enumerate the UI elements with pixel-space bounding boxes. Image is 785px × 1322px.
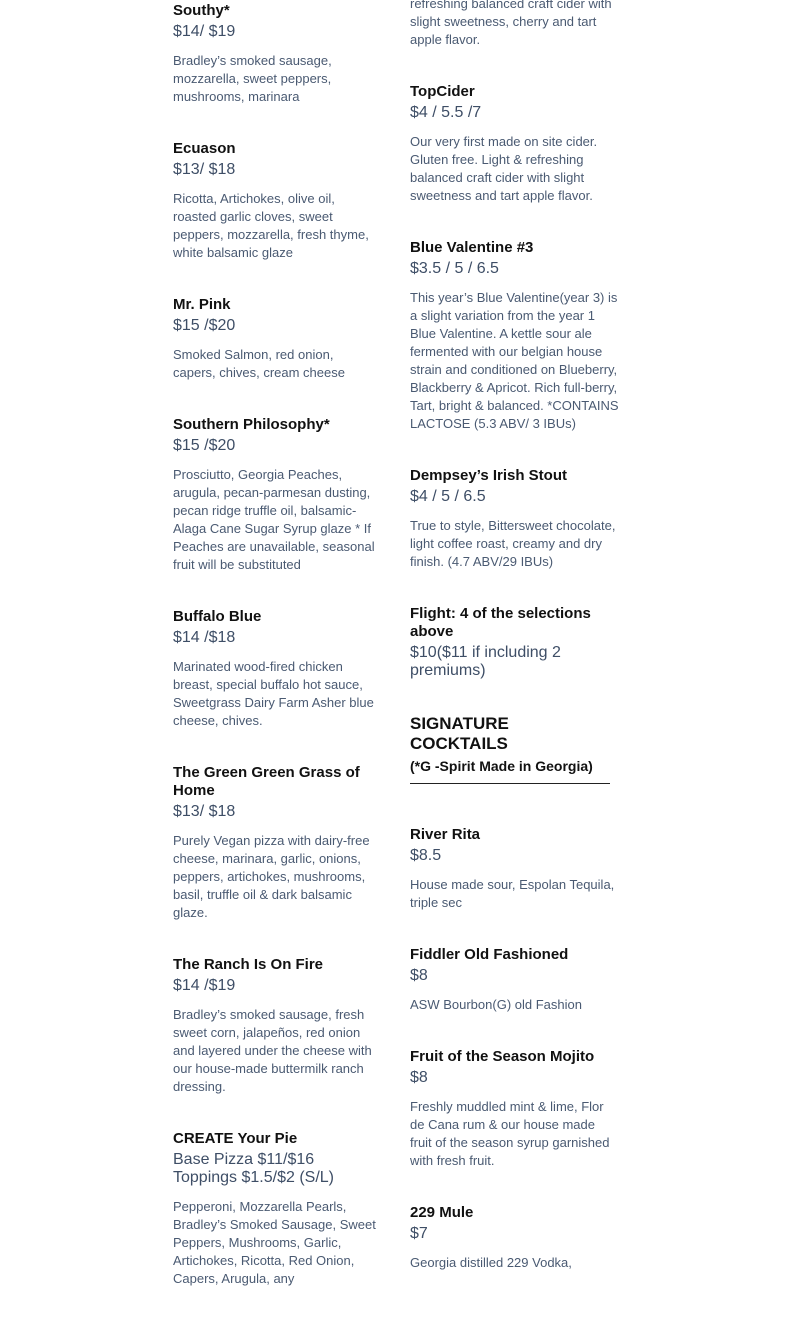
pizza-item xyxy=(173,2,378,106)
pizza-item-description: Ricotta, Artichokes, olive oil, roasted garlic cloves, sweet peppers, mozzarella, fresh thyme, white balsamic glaze xyxy=(173,191,369,260)
pizza-item-name: The Ranch Is On Fire xyxy=(173,956,324,973)
pizza-item xyxy=(173,1130,378,1288)
drink-item xyxy=(410,83,620,205)
pizza-item-description: Purely Vegan pizza with dairy-free cheese, marinara, garlic, onions, peppers, artichokes, mushrooms, basil, truffle oil & dark balsamic glaze. xyxy=(173,833,370,920)
pizza-item xyxy=(173,416,378,574)
pizza-item-description: Pepperoni, Mozzarella Pearls, Bradley’s Smoked Sausage, Sweet Peppers, Mushrooms, Garlic, Artichokes, Ricotta, Red Onion, Capers, Arugula, any xyxy=(173,1199,376,1286)
cider-description-continued: refreshing balanced craft cider with slight sweetness, cherry and tart apple flavor. xyxy=(410,0,612,47)
cocktail-item-name: Fiddler Old Fashioned xyxy=(410,946,569,963)
pizza-item-description: Bradley’s smoked sausage, mozzarella, sweet peppers, mushrooms, marinara xyxy=(173,53,332,104)
pizza-menu-column xyxy=(173,2,378,1322)
drink-item-description: This year’s Blue Valentine(year 3) is a slight variation from the year 1 Blue Valentine. A kettle sour ale fermented with our belgian house strain and conditioned on Blueberry, Blackberry & Apricot. Rich full-berry, Tart, bright & balanced. *CONTAINS LACTOSE (5.3 ABV/ 3 IBUs) xyxy=(410,290,619,431)
cocktail-item-description: Freshly muddled mint & lime, Flor de Cana rum & our house made fruit of the season syrup garnished with fresh fruit. xyxy=(410,1099,610,1168)
pizza-item-description: Bradley’s smoked sausage, fresh sweet corn, jalapeños, red onion and layered under the cheese with our house-made buttermilk ranch dressing. xyxy=(173,1007,372,1094)
cocktail-item-description: House made sour, Espolan Tequila, triple sec xyxy=(410,877,615,910)
pizza-item xyxy=(173,956,378,1096)
pizza-item xyxy=(173,608,378,730)
cocktail-item-price: $7 xyxy=(410,1225,428,1242)
cocktail-item-description: Georgia distilled 229 Vodka, xyxy=(410,1255,572,1270)
pizza-item-price: $15 /$20 xyxy=(173,437,236,454)
cocktail-item-price: $8.5 xyxy=(410,847,442,864)
drink-item-name: Dempsey’s Irish Stout xyxy=(410,467,567,484)
cocktail-item xyxy=(410,946,620,1014)
pizza-item xyxy=(173,140,378,262)
drink-item-price: $3.5 / 5 / 6.5 xyxy=(410,260,499,277)
pizza-item-name: Mr. Pink xyxy=(173,296,231,313)
pizza-item-price: Base Pizza $11/$16 Toppings $1.5/$2 (S/L) xyxy=(173,1151,334,1186)
drink-item-price: $10($11 if including 2 premiums) xyxy=(410,644,561,679)
cocktail-item xyxy=(410,1048,620,1170)
drink-item-description: Our very first made on site cider. Gluten free. Light & refreshing balanced craft cider with slight sweetness and tart apple flavor. xyxy=(410,134,598,203)
cocktail-item-price: $8 xyxy=(410,967,428,984)
section-title: SIGNATURE COCKTAILS xyxy=(410,714,509,753)
drink-item xyxy=(410,467,620,571)
drink-item-name: TopCider xyxy=(410,83,475,100)
pizza-item-description: Smoked Salmon, red onion, capers, chives, cream cheese xyxy=(173,347,345,380)
pizza-item-price: $14/ $19 xyxy=(173,23,236,40)
drink-item xyxy=(410,239,620,433)
pizza-item-name: The Green Green Grass of Home xyxy=(173,764,360,799)
drink-item-price: $4 / 5.5 /7 xyxy=(410,104,482,121)
pizza-item-price: $13/ $18 xyxy=(173,803,236,820)
drink-item-name: Flight: 4 of the selections above xyxy=(410,605,591,640)
pizza-item-name: Buffalo Blue xyxy=(173,608,262,625)
cocktail-item-name: River Rita xyxy=(410,826,481,843)
pizza-item-name: Ecuason xyxy=(173,140,236,157)
cocktail-item-price: $8 xyxy=(410,1069,428,1086)
pizza-item-description: Prosciutto, Georgia Peaches, arugula, pecan-parmesan dusting, pecan ridge truffle oil, balsamic-Alaga Cane Sugar Syrup glaze * If Peaches are unavailable, seasonal fruit will be substituted xyxy=(173,467,375,572)
cocktail-item-name: 229 Mule xyxy=(410,1204,474,1221)
drink-item-name: Blue Valentine #3 xyxy=(410,239,534,256)
drink-item-description: True to style, Bittersweet chocolate, light coffee roast, creamy and dry finish. (4.7 ABV/29 IBUs) xyxy=(410,518,616,569)
pizza-item xyxy=(173,296,378,382)
pizza-item-name: Southern Philosophy* xyxy=(173,416,330,433)
cocktail-item xyxy=(410,1204,620,1272)
drinks-menu-column xyxy=(410,0,620,1306)
pizza-item-price: $14 /$19 xyxy=(173,977,236,994)
cocktail-item-description: ASW Bourbon(G) old Fashion xyxy=(410,997,582,1012)
pizza-item-price: $13/ $18 xyxy=(173,161,236,178)
pizza-item-name: CREATE Your Pie xyxy=(173,1130,298,1147)
signature-cocktails-header xyxy=(410,714,610,784)
pizza-item xyxy=(173,764,378,922)
pizza-item-name: Southy* xyxy=(173,2,230,19)
pizza-item-description: Marinated wood-fired chicken breast, special buffalo hot sauce, Sweetgrass Dairy Farm Asher blue cheese, chives. xyxy=(173,659,374,728)
cocktail-item xyxy=(410,826,620,912)
drink-item-price: $4 / 5 / 6.5 xyxy=(410,488,486,505)
section-subtitle: (*G -Spirit Made in Georgia) xyxy=(410,758,593,774)
cocktail-item-name: Fruit of the Season Mojito xyxy=(410,1048,595,1065)
pizza-item-price: $14 /$18 xyxy=(173,629,236,646)
pizza-item-price: $15 /$20 xyxy=(173,317,236,334)
drink-item xyxy=(410,605,620,680)
